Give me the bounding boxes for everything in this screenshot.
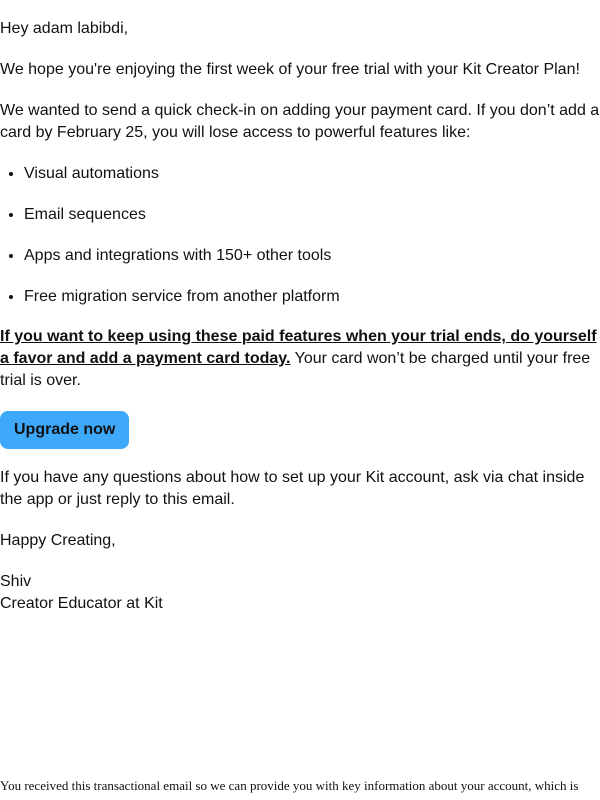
cta-paragraph xyxy=(0,326,600,392)
greeting: Hey adam labibdi, xyxy=(0,20,129,37)
checkin-paragraph: We wanted to send a quick check-in on adding your payment card. If you don’t add a card by February 25, you will lose access to powerful features like: xyxy=(0,102,600,141)
questions-paragraph: If you have any questions about how to set up your Kit account, ask via chat inside the app or just reply to this email. xyxy=(0,469,585,508)
email-body xyxy=(0,18,600,615)
feature-item-free-migration: • Free migration service from another platform xyxy=(24,286,600,308)
upgrade-now-button[interactable]: Upgrade now xyxy=(0,411,129,449)
signoff: Happy Creating, xyxy=(0,532,116,549)
sender-title: Creator Educator at Kit xyxy=(0,595,163,612)
feature-item-apps-integrations: • Apps and integrations with 150+ other tools xyxy=(24,245,600,267)
button-container xyxy=(0,411,600,449)
footer-notice: You received this transactional email so we can provide you with key information about your account, which is xyxy=(0,778,579,793)
feature-item-visual-automations: • Visual automations xyxy=(24,163,600,185)
feature-item-email-sequences: • Email sequences xyxy=(24,204,600,226)
cta-followup-text: Your card won’t be charged until your free trial is over. xyxy=(0,350,591,389)
add-payment-card-link[interactable]: If you want to keep using these paid features when your trial ends, do yourself a favor and add a payment card today. xyxy=(0,328,597,367)
intro-paragraph: We hope you're enjoying the first week of your free trial with your Kit Creator Plan! xyxy=(0,61,580,78)
feature-list xyxy=(0,163,600,308)
sender-name: Shiv xyxy=(0,573,32,590)
